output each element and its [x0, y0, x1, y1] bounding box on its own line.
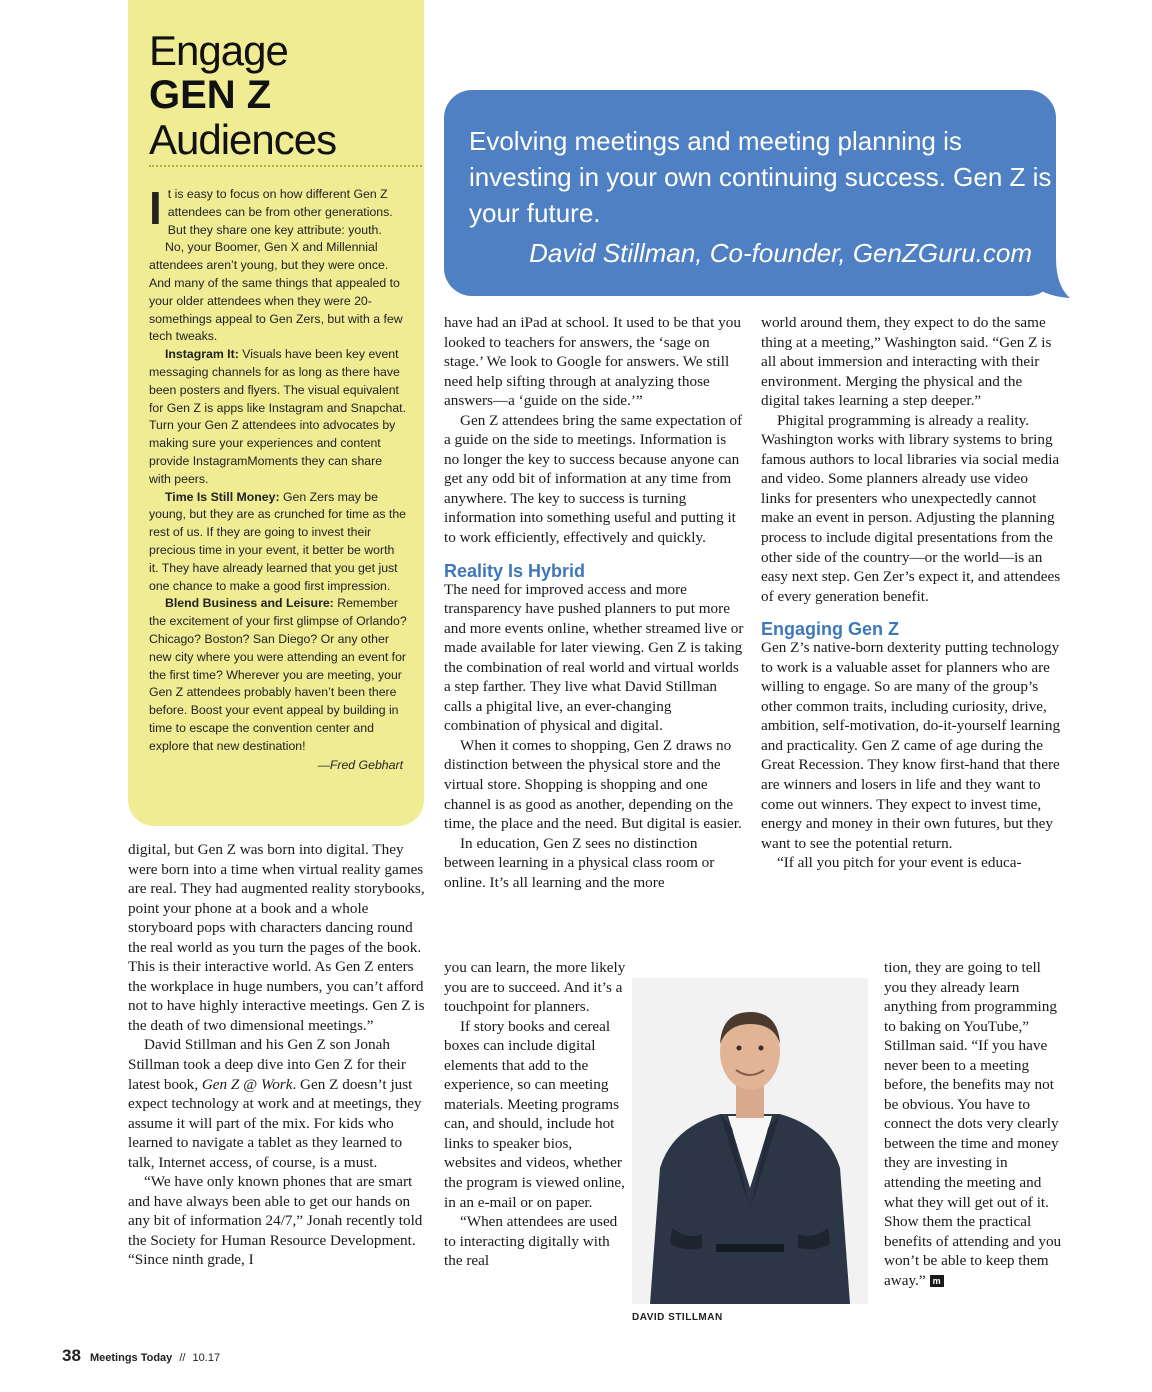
sidebar-body: [149, 182, 407, 774]
sidebar-intro-text: t is easy to focus on how different Gen Z attendees can be from other generations. But they share one key attribute: youth.: [167, 187, 393, 237]
end-mark-icon: m: [930, 1275, 944, 1287]
article-paragraph: If story books and cereal boxes can include digital elements that add to the experience, so can meeting materials. Meeting programs can, and should, include hot links to speaker bios, websites and videos, whether the program is viewed online, in an e-mail or on paper.: [444, 1017, 625, 1211]
article-column-3-wrap: [884, 958, 1064, 1290]
article-paragraph: Gen Z’s native-born dexterity putting technology to work is a valuable asset for planners who are willing to engage. So are many of the group’s other common traits, including curiosity, drive, ambition, self-motivation, do-it-yourself learning and practicality. Gen Z came of age during the Great Recession. They know first-hand that there are winners and losers in life and they want to come out winners. They expect to invest time, energy and money in their own futures, but they want to see the potential return.: [761, 639, 1061, 852]
magazine-name: Meetings Today: [89, 1352, 173, 1364]
footer-separator: //: [179, 1352, 186, 1364]
quote-bubble-tail: [1030, 258, 1070, 298]
article-column-1: [128, 840, 428, 1270]
section-heading: Reality Is Hybrid: [444, 560, 586, 581]
text-span: David Stillman and his Gen Z son Jonah Stillman took a deep dive into Gen Z for their latest book,: [128, 1036, 406, 1093]
article-paragraph: [884, 958, 1064, 1290]
article-column-2: [444, 313, 744, 892]
sidebar-signature: —Fred Gebhart: [317, 757, 403, 772]
sidebar-title-line3: Audiences: [149, 116, 337, 163]
tip-text: Remember the excitement of your first glimpse of Orlando? Chicago? Boston? San Diego? Or any other new city where you were attending an event for the first time? Wherever you are meeting, your Gen Z attendees probably haven’t been there before. Boost your event appeal by building in time to escape the convention center and explore that new destination!: [149, 596, 407, 753]
sidebar-intro: [149, 182, 407, 239]
article-paragraph: The need for improved access and more transparency have pushed planners to put more and more events online, whether streamed live or made available for later viewing. Gen Z is taking the combination of real world and virtual worlds a step farther. They live what David Stillman calls a phigital live, an ever-changing combination of physical and digital.: [444, 580, 744, 735]
page-number: 38: [62, 1346, 81, 1365]
book-title: Gen Z @ Work: [201, 1075, 293, 1093]
tip-heading: Blend Business and Leisure:: [165, 596, 334, 611]
article-paragraph: digital, but Gen Z was born into digital. They were born into a time when virtual reality games are real. They had augmented reality storybooks, point your phone at a book and a whole storyboard pops with characters dancing round the real world as you turn the pages of the book. This is their interactive world. As Gen Z enters the workplace in huge numbers, you can’t afford not to have highly interactive meetings. Gen Z is the death of two dimensional meetings.”: [128, 841, 425, 1034]
sidebar-tip: [149, 489, 407, 596]
section-heading: Engaging Gen Z: [761, 619, 899, 640]
text-span: tion, they are going to tell you they already learn anything from programming to baking on YouTube,” Stillman said. “If you have never been to a meeting before, the benefits may not be obvious. You have to connect the dots very clearly between the time and money they are investing in attending the meeting and what they will get out of it. Show them the practical benefits of attending and you won’t be able to keep them away.”: [884, 959, 1062, 1289]
tip-text: Gen Zers may be young, but they are as crunched for time as the rest of us. If they are going to invest their precious time in your event, it better be worth it. They have already learned that you get just one chance to make a good first impression.: [149, 489, 407, 593]
article-column-2-wrap: [444, 958, 626, 1271]
page-footer: [62, 1346, 220, 1366]
article-column-3: [761, 313, 1061, 873]
tip-heading: Time Is Still Money:: [165, 489, 280, 504]
portrait-photo: [632, 978, 868, 1304]
article-paragraph: In education, Gen Z sees no distinction between learning in a physical class room or online. It’s all learning and the more: [444, 834, 715, 891]
article-paragraph: world around them, they expect to do the same thing at a meeting,” Washington said. “Gen Z is all about immersion and interacting with their environment. Merging the physical and the digital takes learning a step deeper.”: [761, 314, 1052, 410]
article-paragraph: you can learn, the more likely you are to succeed. And it’s a touchpoint for planners.: [444, 959, 626, 1016]
sidebar-panel: [128, 0, 424, 826]
article-paragraph: “If all you pitch for your event is educa-: [777, 854, 1022, 872]
sidebar-title-line1: Engage: [149, 27, 288, 74]
sidebar-paragraph: No, your Boomer, Gen X and Millennial attendees aren’t young, but they were once. And many of the same things that appealed to your older attendees when they were 20-somethings appeal to Gen Zers, but with a few tech tweaks.: [149, 240, 403, 344]
article-paragraph: “When attendees are used to interacting digitally with the real: [444, 1213, 618, 1270]
pull-quote: Evolving meetings and meeting planning is investing in your own continuing success. Gen Z is your future.: [469, 126, 1052, 228]
dotted-divider: [149, 165, 422, 167]
sidebar-tip: [149, 346, 407, 488]
pull-quote-attribution: David Stillman, Co-founder, GenZGuru.com: [529, 238, 1032, 268]
article-paragraph: “We have only known phones that are smart and have always been able to get our hands on any bit of information 24/7,” Jonah recently told the Society for Human Resource Development. “Since ninth grade, I: [128, 1173, 423, 1269]
sidebar-tip: [149, 595, 407, 755]
article-paragraph: [128, 1035, 428, 1172]
article-paragraph: Gen Z attendees bring the same expectation of a guide on the side to meetings. Information is no longer the key to success because anyone can get any odd bit of information at any time from anywhere. The key to success is turning information into something useful and putting it to work efficiently, effectively and quickly.: [444, 411, 743, 547]
issue-date: 10.17: [192, 1352, 221, 1364]
article-paragraph: When it comes to shopping, Gen Z draws no distinction between the physical store and the virtual store. Shopping is shopping and one channel is as good as another, depending on the time, the place and the need. But digital is easier.: [444, 736, 742, 833]
portrait-illustration: [632, 978, 868, 1304]
tip-heading: Instagram It:: [165, 347, 239, 362]
article-paragraph: Phigital programming is already a reality. Washington works with library systems to bring famous authors to local libraries via social media and video. Some planners already use video links for presenters who unexpectedly cannot make an event in person. Adjusting the planning process to include digital presentations from the other side of the country—or the world—is an easy next step. Gen Zer’s expect it, and attendees of every generation benefit.: [761, 411, 1061, 605]
text-span: . Gen Z doesn’t just expect technology at work and at meetings, they assume it will part of the mix. For kids who learned to navigate a tablet as they learned to talk, Internet access, of course, is a must.: [128, 1075, 422, 1171]
sidebar-title-line2: GEN Z: [149, 73, 272, 117]
photo-caption: DAVID STILLMAN: [632, 1312, 723, 1323]
drop-cap: I: [149, 182, 162, 234]
article-paragraph: have had an iPad at school. It used to be that you looked to teachers for answers, the ‘sage on stage.’ We look to Google for answers. We still need help sifting through at analyzing those answers—a ‘guide on the side.’”: [444, 314, 741, 410]
tip-text: Visuals have been key event messaging channels for as long as there have been posters and flyers. The visual equivalent for Gen Z is apps like Instagram and Snapchat. Turn your Gen Z attendees into advocates by making sure your experiences and content provide InstagramMoments they can share with peers.: [149, 347, 407, 486]
